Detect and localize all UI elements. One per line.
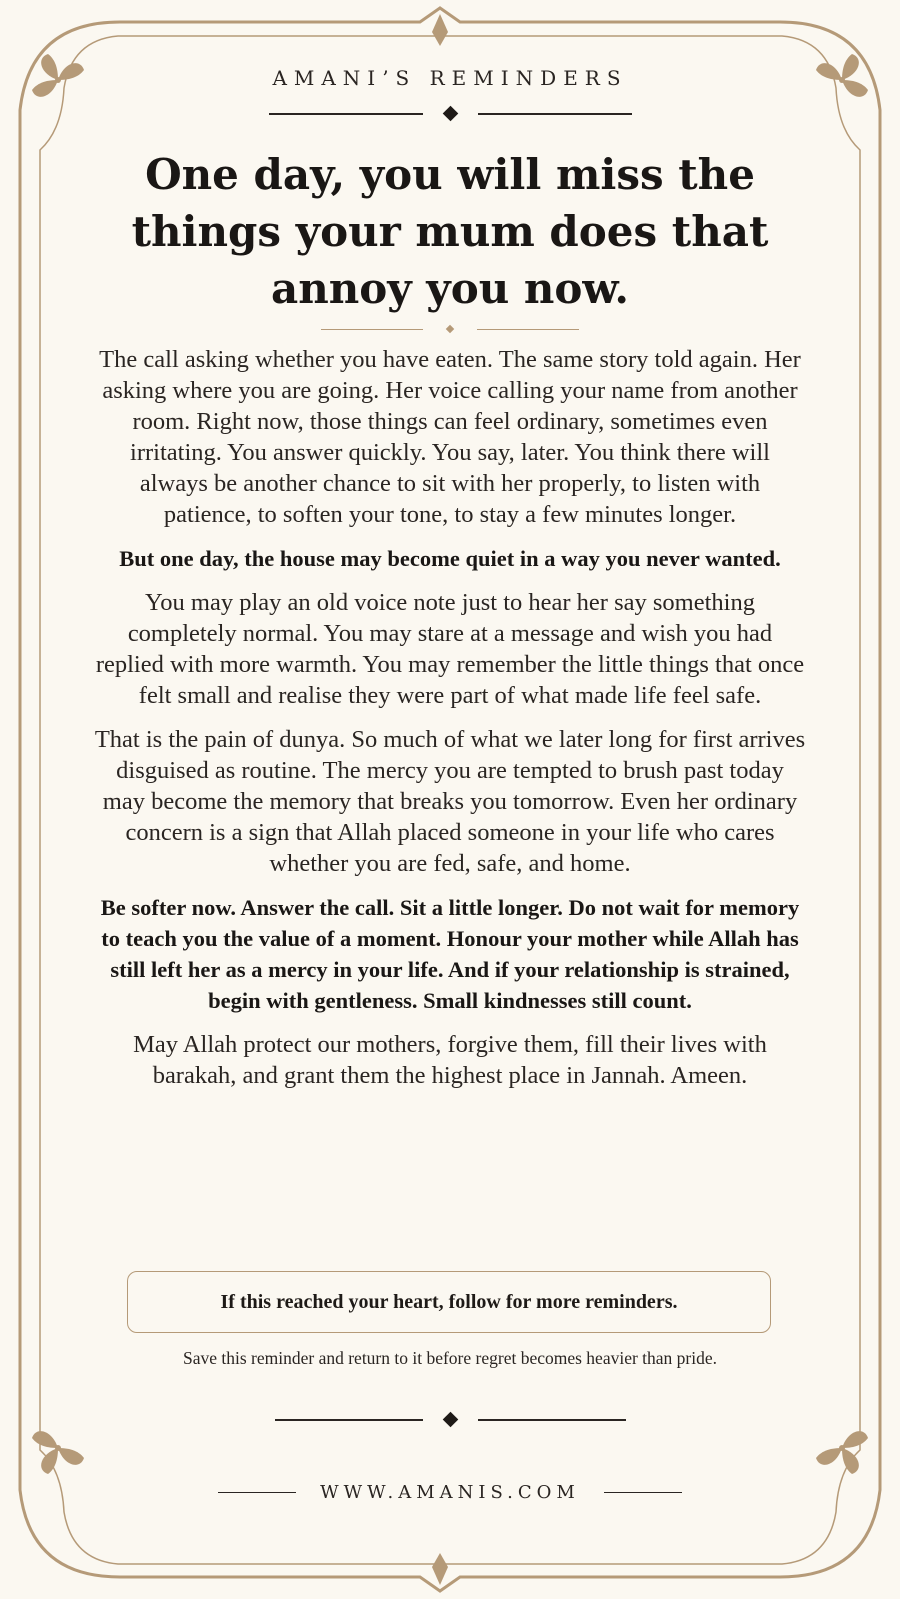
- paragraph: You may play an old voice note just to hear her say something completely normal. You may stare at a message and wish you had replied with more warmth. You may remember the little things that once felt small and realise they were part of what made life feel safe.: [95, 589, 805, 709]
- fleur-corner-icon: [816, 1431, 868, 1474]
- header-divider: [0, 108, 900, 119]
- follow-cta-label: If this reached your heart, follow for more reminders.: [220, 1290, 678, 1313]
- save-note: Save this reminder and return to it before regret becomes heavier than pride.: [182, 1348, 718, 1368]
- paragraph-dua: May Allah protect our mothers, forgive them, fill their lives with barakah, and grant them the highest place in Jannah. Ameen.: [133, 1031, 767, 1089]
- diamond-icon: [446, 325, 454, 333]
- brand-header: AMANI’S REMINDERS: [272, 66, 628, 90]
- paragraph: That is the pain of dunya. So much of what we later long for first arrives disguised as routine. The mercy you are tempted to brush past today may become the memory that breaks you tomorrow. Even her ordinary concern is a sign that Allah placed someone in your life who cares whether you are fed, safe, and home.: [94, 726, 806, 877]
- title-divider: [0, 326, 900, 332]
- reminder-body: [94, 344, 806, 1104]
- diamond-icon: [442, 1412, 458, 1428]
- paragraph-emphasis: Be softer now. Answer the call. Sit a little longer. Do not wait for memory to teach you the value of a moment. Honour your mother while Allah has still left her as a mercy in your life. And if your relationship is strained, begin with gentleness. Small kindnesses still count.: [100, 895, 800, 1013]
- footer: [0, 1482, 900, 1503]
- fleur-corner-icon: [32, 1431, 84, 1474]
- paragraph: The call asking whether you have eaten. The same story told again. Her asking where you are going. Her voice calling your name from another room. Right now, those things can feel ordinary, sometimes even irritating. You answer quickly. You say, later. You think there will always be another chance to sit with her properly, to listen with patience, to soften your tone, to stay a few minutes longer.: [99, 346, 801, 528]
- page-title: One day, you will miss the things your mum does that annoy you now.: [131, 150, 769, 313]
- follow-cta-button[interactable]: [127, 1271, 771, 1333]
- website-link[interactable]: WWW.AMANIS.COM: [320, 1482, 580, 1503]
- diamond-icon: [442, 106, 458, 122]
- footer-divider: [0, 1414, 900, 1425]
- paragraph-emphasis: But one day, the house may become quiet in a way you never wanted.: [119, 546, 781, 571]
